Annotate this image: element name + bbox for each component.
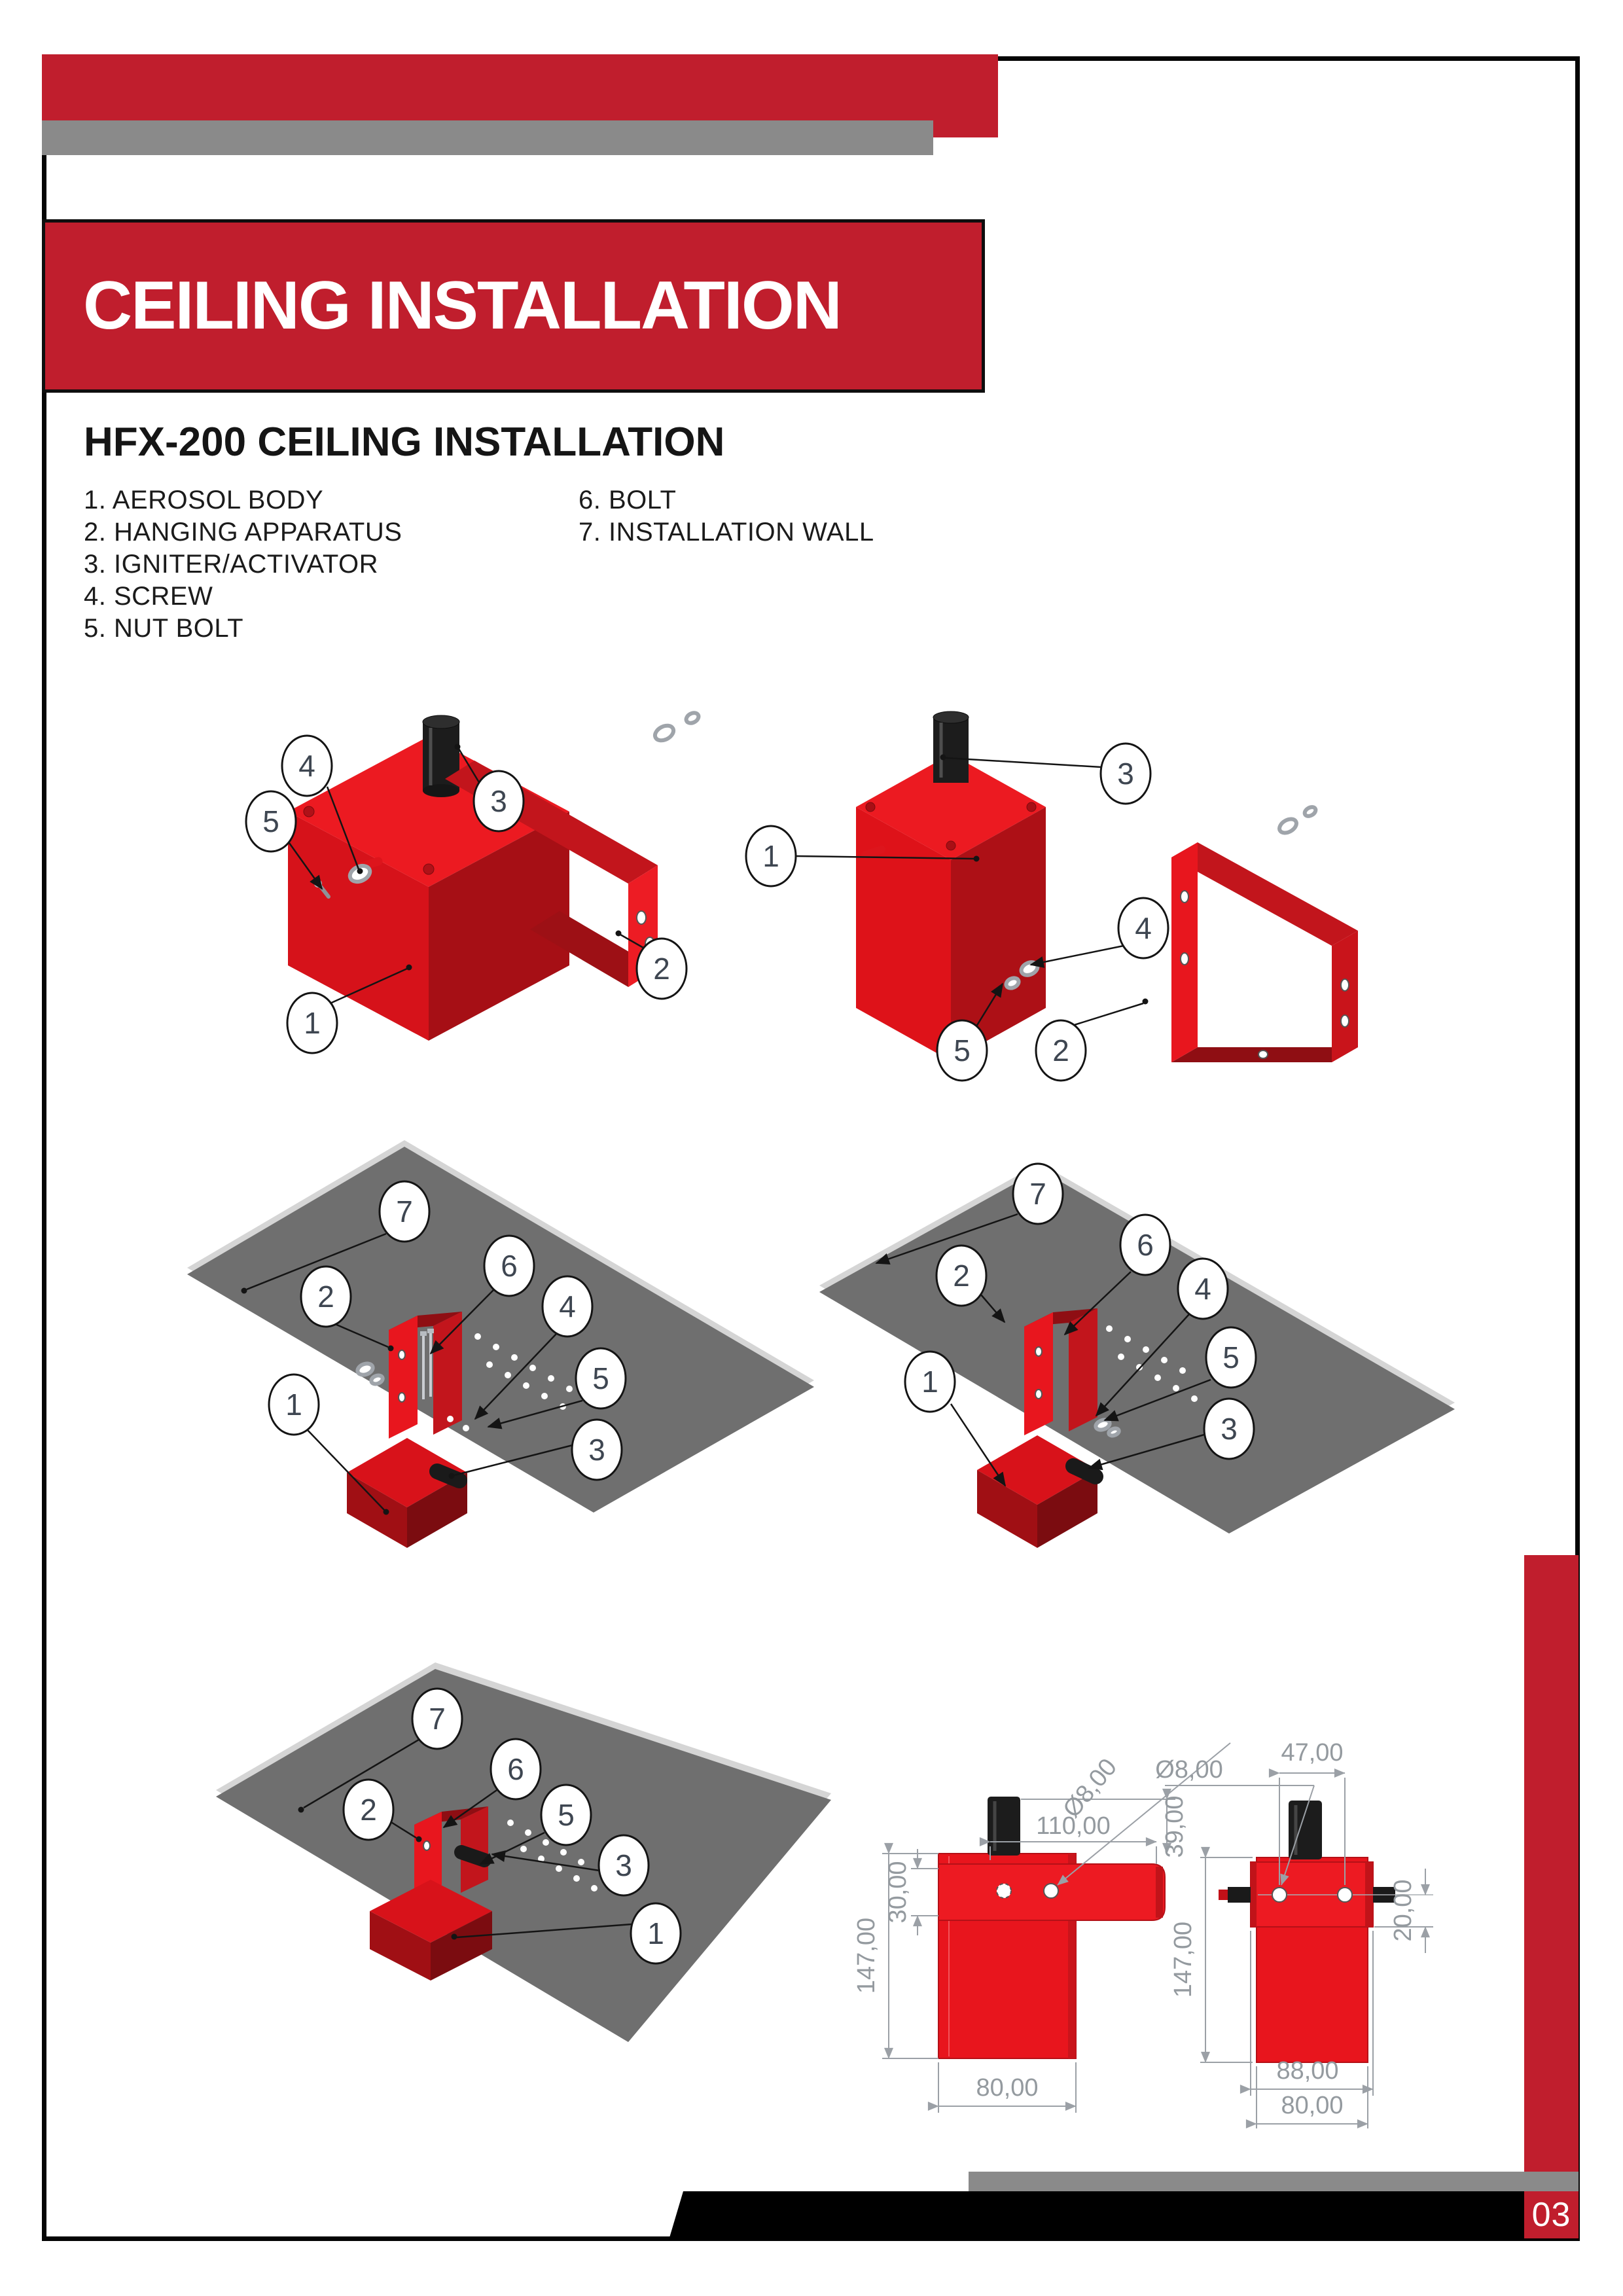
dim-top-offset: 39,00 xyxy=(1161,1795,1188,1858)
diagram-ceiling-exploded-left xyxy=(164,1139,838,1558)
callout-number: 3 xyxy=(490,784,507,818)
callout-3 xyxy=(1101,744,1150,804)
callout-number: 1 xyxy=(762,839,779,873)
igniter-activator-front xyxy=(988,1797,1020,1856)
callout-number: 2 xyxy=(1052,1033,1069,1067)
callout-number: 2 xyxy=(953,1259,970,1293)
callout-7 xyxy=(380,1181,429,1242)
dim-body-width: 80,00 xyxy=(1281,2092,1344,2119)
callout-number: 3 xyxy=(588,1433,605,1467)
callout-number: 4 xyxy=(1135,911,1152,945)
parts-list-left xyxy=(84,486,402,646)
callout-2 xyxy=(1036,1020,1086,1081)
parts-list-item: 1. AEROSOL BODY xyxy=(84,486,324,514)
installation-wall-panel xyxy=(187,1140,814,1513)
dim-height: 147,00 xyxy=(1169,1921,1197,1998)
callout-6 xyxy=(491,1739,541,1799)
right-red-strip xyxy=(1524,1555,1578,2172)
callout-number: 5 xyxy=(954,1033,971,1067)
parts-list-item: 5. NUT BOLT xyxy=(84,614,244,643)
callout-2 xyxy=(301,1266,351,1327)
callout-5 xyxy=(576,1348,626,1408)
side-view xyxy=(1155,1739,1433,2128)
parts-list-item: 6. BOLT xyxy=(579,486,677,514)
callout-7 xyxy=(1013,1164,1063,1224)
section-heading: HFX-200 CEILING INSTALLATION xyxy=(84,420,725,465)
diagram-ceiling-assembled xyxy=(196,1623,851,2147)
callout-number: 7 xyxy=(1029,1177,1046,1211)
nut-bolt-left xyxy=(1228,1887,1251,1903)
callout-number: 4 xyxy=(298,749,315,783)
callout-4 xyxy=(1118,898,1168,958)
igniter-activator-cylinder xyxy=(933,711,969,783)
callout-number: 4 xyxy=(559,1289,576,1323)
footer-gray-bar xyxy=(969,2172,1578,2191)
igniter-activator-side xyxy=(1289,1801,1322,1859)
callout-number: 6 xyxy=(1137,1228,1154,1262)
callout-number: 5 xyxy=(1222,1340,1240,1374)
callout-1 xyxy=(746,826,796,886)
page-title: CEILING INSTALLATION xyxy=(83,268,841,344)
callout-number: 2 xyxy=(317,1280,334,1314)
callout-number: 2 xyxy=(653,952,670,986)
callout-number: 5 xyxy=(262,804,279,838)
callout-number: 5 xyxy=(558,1798,575,1832)
title-banner xyxy=(42,219,985,393)
callout-number: 4 xyxy=(1194,1272,1211,1306)
dim-hole-diameter: Ø8,00 xyxy=(1155,1756,1223,1784)
diagram-assembled-view xyxy=(229,681,720,1113)
callout-3 xyxy=(474,771,524,831)
callout-number: 1 xyxy=(921,1365,938,1399)
dim-bracket-width: 88,00 xyxy=(1276,2057,1339,2085)
callout-5 xyxy=(541,1785,591,1845)
diagram-exploded-view xyxy=(740,681,1361,1139)
hanging-apparatus xyxy=(1171,842,1358,1062)
page-number: 03 xyxy=(1531,2196,1571,2234)
callout-1 xyxy=(287,993,337,1053)
parts-list-item: 2. HANGING APPARATUS xyxy=(84,518,402,547)
dim-bracket-height: 30,00 xyxy=(884,1861,912,1924)
washers-top-right xyxy=(652,711,700,744)
aerosol-body xyxy=(856,754,1046,1061)
callout-number: 3 xyxy=(615,1848,632,1882)
diagram-dimension-drawing xyxy=(853,1689,1603,2173)
dim-hole-spacing: 47,00 xyxy=(1281,1739,1344,1767)
callout-number: 7 xyxy=(429,1702,446,1736)
screw-stub xyxy=(865,850,882,855)
callout-number: 3 xyxy=(1117,757,1134,791)
callout-5 xyxy=(246,791,296,852)
callout-7 xyxy=(412,1689,462,1749)
dim-width: 80,00 xyxy=(976,2074,1039,2102)
aerosol-body xyxy=(347,1438,467,1548)
callout-6 xyxy=(484,1236,534,1296)
parts-list-item: 7. INSTALLATION WALL xyxy=(579,518,874,547)
parts-list-item: 4. SCREW xyxy=(84,582,213,611)
parts-list-item: 3. IGNITER/ACTIVATOR xyxy=(84,550,379,579)
header-gray-bar xyxy=(42,120,933,155)
callout-2 xyxy=(344,1780,393,1840)
callout-3 xyxy=(1204,1399,1254,1459)
igniter-activator-cylinder xyxy=(423,715,459,797)
dim-height: 147,00 xyxy=(853,1917,880,1994)
dim-hole-diameter: Ø8,00 xyxy=(1058,1753,1123,1823)
callout-2 xyxy=(936,1246,986,1306)
callout-4 xyxy=(543,1276,592,1336)
callout-1 xyxy=(269,1374,319,1435)
callout-number: 3 xyxy=(1221,1412,1238,1446)
page-number-badge xyxy=(1524,2191,1578,2238)
igniter-activator-nub xyxy=(437,1471,459,1480)
callout-4 xyxy=(1178,1259,1228,1319)
dim-bracket-length: 110,00 xyxy=(1036,1812,1111,1840)
parts-list-right xyxy=(579,486,874,550)
dim-hole-offset: 20,00 xyxy=(1389,1879,1417,1942)
igniter-activator-nub xyxy=(461,1852,484,1860)
callout-5 xyxy=(1206,1327,1256,1388)
callout-1 xyxy=(631,1903,681,1964)
callout-number: 2 xyxy=(360,1793,377,1827)
callout-6 xyxy=(1120,1215,1170,1275)
callout-2 xyxy=(637,939,687,999)
callout-number: 7 xyxy=(396,1194,413,1229)
callout-3 xyxy=(599,1835,649,1895)
callout-5 xyxy=(937,1020,987,1081)
callout-number: 6 xyxy=(507,1752,524,1786)
callout-4 xyxy=(282,736,332,796)
callout-3 xyxy=(572,1420,622,1480)
callout-number: 6 xyxy=(501,1249,518,1283)
callout-number: 1 xyxy=(285,1388,302,1422)
callout-number: 1 xyxy=(304,1006,321,1040)
callout-number: 5 xyxy=(592,1361,609,1395)
diagram-ceiling-exploded-right xyxy=(812,1139,1486,1564)
footer-black-bar xyxy=(669,2191,1578,2240)
aerosol-body xyxy=(977,1435,1097,1548)
callout-1 xyxy=(905,1352,955,1412)
callout-number: 1 xyxy=(647,1916,664,1950)
